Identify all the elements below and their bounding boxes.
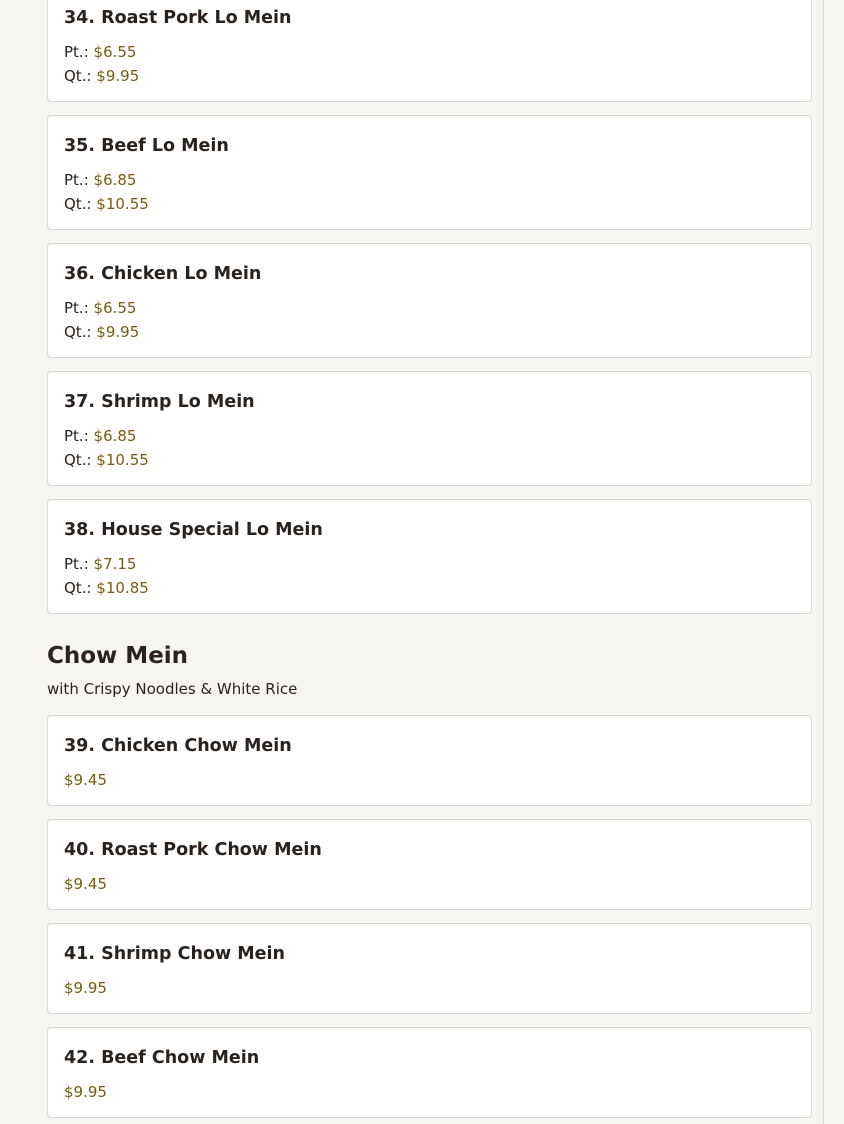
- pint-price-line: [64, 424, 795, 448]
- menu-content: [47, 0, 812, 1124]
- menu-item-prices: [64, 168, 795, 216]
- menu-item-name: 42. Beef Chow Mein: [64, 1048, 260, 1068]
- quart-price-line: [64, 64, 795, 88]
- item-price: $9.45: [64, 771, 107, 789]
- menu-item-name: 41. Shrimp Chow Mein: [64, 944, 285, 964]
- pint-label: Pt.:: [64, 43, 89, 61]
- menu-item-name: 40. Roast Pork Chow Mein: [64, 840, 322, 860]
- pint-price: $6.85: [93, 427, 137, 445]
- pint-price-line: [64, 40, 795, 64]
- quart-label: Qt.:: [64, 67, 92, 85]
- pint-price: $6.55: [93, 43, 137, 61]
- quart-price: $9.95: [96, 67, 140, 85]
- pint-price-line: [64, 552, 795, 576]
- menu-item-prices: [64, 424, 795, 472]
- menu-item-name: 39. Chicken Chow Mein: [64, 736, 292, 756]
- price-line: [64, 872, 795, 896]
- pint-label: Pt.:: [64, 427, 89, 445]
- menu-item-name: 36. Chicken Lo Mein: [64, 264, 262, 284]
- price-line: [64, 976, 795, 1000]
- menu-item-card[interactable]: [47, 923, 812, 1014]
- quart-price: $10.55: [96, 451, 149, 469]
- menu-item-card[interactable]: [47, 819, 812, 910]
- pint-price-line: [64, 296, 795, 320]
- quart-label: Qt.:: [64, 579, 92, 597]
- menu-item-card[interactable]: [47, 1027, 812, 1118]
- section-title: Chow Mein: [47, 643, 189, 669]
- quart-label: Qt.:: [64, 323, 92, 341]
- quart-label: Qt.:: [64, 451, 92, 469]
- menu-item-card[interactable]: [47, 499, 812, 614]
- menu-item-prices: [64, 976, 795, 1000]
- quart-price-line: [64, 448, 795, 472]
- quart-price: $10.55: [96, 195, 149, 213]
- quart-price-line: [64, 192, 795, 216]
- menu-item-prices: [64, 872, 795, 896]
- pint-price: $6.85: [93, 171, 137, 189]
- item-price: $9.95: [64, 1083, 107, 1101]
- section-header-chow-mein: [47, 641, 812, 699]
- item-price: $9.95: [64, 979, 107, 997]
- menu-item-card[interactable]: [47, 115, 812, 230]
- item-price: $9.45: [64, 875, 107, 893]
- pint-label: Pt.:: [64, 171, 89, 189]
- pint-price: $6.55: [93, 299, 137, 317]
- menu-item-prices: [64, 1080, 795, 1104]
- quart-label: Qt.:: [64, 195, 92, 213]
- menu-item-prices: [64, 40, 795, 88]
- menu-item-card[interactable]: [47, 715, 812, 806]
- quart-price-line: [64, 320, 795, 344]
- quart-price: $9.95: [96, 323, 140, 341]
- pint-price-line: [64, 168, 795, 192]
- quart-price-line: [64, 576, 795, 600]
- quart-price: $10.85: [96, 579, 149, 597]
- menu-item-prices: [64, 552, 795, 600]
- menu-item-prices: [64, 768, 795, 792]
- menu-item-card[interactable]: [47, 0, 812, 102]
- price-line: [64, 1080, 795, 1104]
- pint-label: Pt.:: [64, 555, 89, 573]
- menu-item-name: 34. Roast Pork Lo Mein: [64, 8, 292, 28]
- price-line: [64, 768, 795, 792]
- pint-price: $7.15: [93, 555, 137, 573]
- menu-item-card[interactable]: [47, 243, 812, 358]
- section-subtitle: with Crispy Noodles & White Rice: [47, 680, 298, 698]
- menu-item-card[interactable]: [47, 371, 812, 486]
- menu-item-name: 37. Shrimp Lo Mein: [64, 392, 255, 412]
- menu-item-prices: [64, 296, 795, 344]
- pint-label: Pt.:: [64, 299, 89, 317]
- menu-item-name: 38. House Special Lo Mein: [64, 520, 323, 540]
- menu-item-name: 35. Beef Lo Mein: [64, 136, 229, 156]
